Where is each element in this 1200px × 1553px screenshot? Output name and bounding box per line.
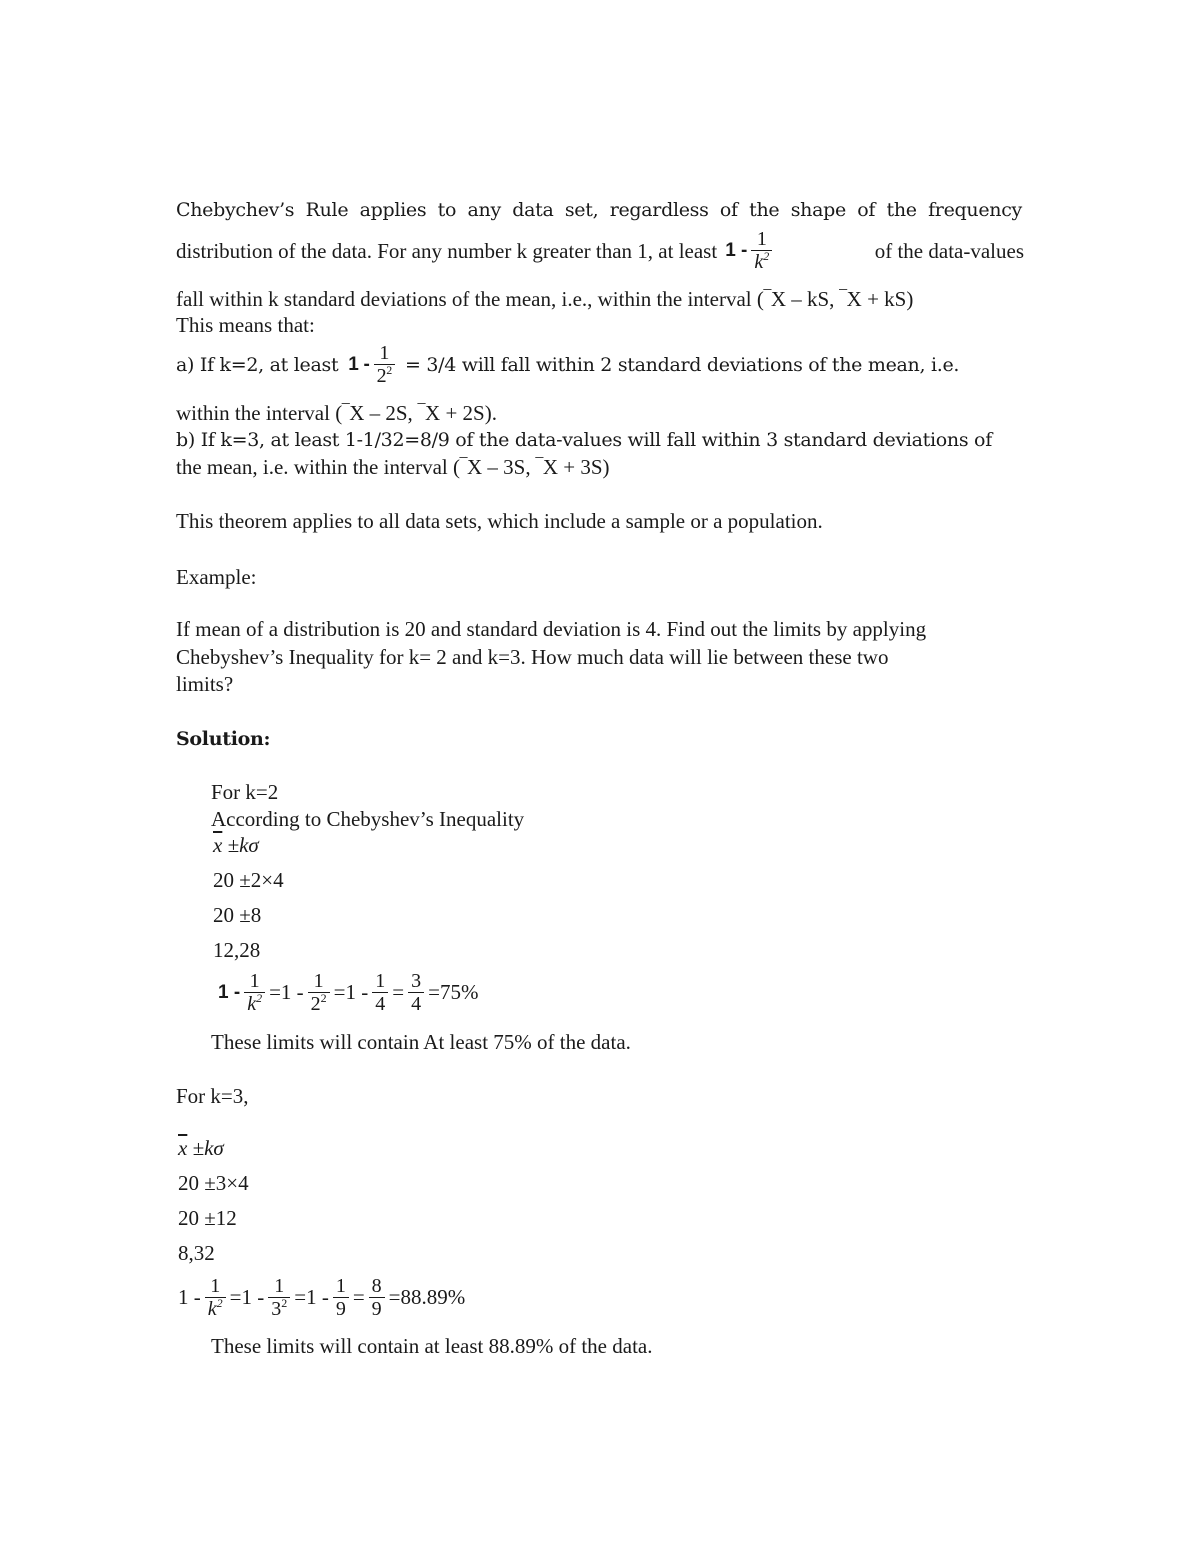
intro-line-2-text-a: distribution of the data. For any number k greater than 1, at least [176,238,718,263]
k2-frac-1-den [244,992,265,1015]
k3-calc-2: 20 ±12 [178,1206,237,1230]
k2-formula-rest: ±kσ [227,833,259,857]
intro-line-1-word: of [719,199,738,221]
intro-line-3: fall within k standard deviations of the mean, i.e., within the interval (‾X – kS, ‾X + kS) [176,287,914,311]
k3-frac-3-num: 1 [335,1275,346,1297]
intro-line-1-word: regardless [609,199,709,221]
item-a-one-minus: 1 - [348,353,370,375]
k2-frac-2-den [308,992,330,1015]
example-label: Example: [176,565,257,589]
intro-one-minus: 1 - [725,239,748,261]
k2-frac-4 [408,970,424,1015]
k2-heading: For k=2 [211,780,279,804]
k3-frac-1 [205,1275,226,1320]
k3-frac-4 [369,1275,385,1320]
k3-frac-2-den-base: 3 [271,1298,282,1320]
k2-calc-1: 20 ±2×4 [213,868,284,892]
k3-conclusion: These limits will contain at least 88.89% of the data. [211,1334,653,1358]
k2-frac-3-num: 1 [375,970,386,992]
k2-calc-2: 20 ±8 [213,903,262,927]
example-line-3: limits? [176,672,234,696]
k3-formula-xbar: $\overline{x}$ [178,1136,188,1160]
k2-frac-3 [372,970,388,1015]
k3-calc-1: 20 ±3×4 [178,1171,249,1195]
intro-line-1-word: set, [564,199,599,221]
item-a-den-base: 2 [376,365,387,387]
k3-frac-3 [333,1275,349,1320]
k2-eq-2: =1 - [269,980,304,1004]
k2-equation [218,970,478,1015]
item-b-line-1: b) If k=3, at least 1-1/32=8/9 of the data-values will fall within 3 standard deviations of [176,429,992,451]
k3-formula-rest: ±kσ [192,1136,224,1160]
k2-one-minus: 1 - [218,981,241,1003]
k3-formula [178,1136,224,1160]
intro-fraction-den-base: k [754,251,764,273]
intro-line-1-word: data [512,199,554,221]
item-a-line-2: within the interval (‾X – 2S, ‾X + 2S). [176,401,497,425]
intro-fraction-numerator: 1 [756,228,767,250]
k3-frac-1-den-sup: 2 [216,1296,223,1310]
k3-one-minus: 1 - [178,1285,201,1309]
solution-label: Solution: [176,728,271,750]
intro-line-1 [176,198,1022,222]
k2-eq-3: =1 - [333,980,369,1004]
k2-frac-1-den-sup: 2 [256,991,263,1005]
intro-line-2-text-b: of the data-values [874,238,1024,263]
k2-frac-4-den: 4 [408,992,424,1015]
k2-frac-1-num: 1 [249,970,260,992]
item-a-line-1 [176,342,1024,387]
k2-frac-2-den-sup: 2 [320,991,327,1005]
k3-frac-2-num: 1 [274,1275,285,1297]
theorem-statement: This theorem applies to all data sets, which include a sample or a population. [176,509,823,533]
k2-frac-2-den-base: 2 [310,993,321,1015]
k2-frac-3-den: 4 [372,992,388,1015]
item-a-fraction [374,342,395,387]
k2-frac-2 [308,970,330,1015]
k2-according: According to Chebyshev’s Inequality [211,807,525,831]
intro-line-1-word: to [437,199,457,221]
k2-formula [213,833,259,857]
intro-line-1-word: Chebychev’s [176,199,295,221]
intro-line-1-word: applies [359,199,427,221]
k3-frac-4-den: 9 [369,1297,385,1320]
intro-line-2 [176,228,1024,273]
intro-fraction [751,228,772,273]
example-line-1: If mean of a distribution is 20 and standard deviation is 4. Find out the limits by applying [176,617,927,641]
k3-frac-3-den: 9 [333,1297,349,1320]
item-a-den-sup: 2 [386,363,392,377]
intro-line-1-word: frequency [928,199,1022,221]
k2-frac-2-num: 1 [313,970,324,992]
intro-line-4: This means that: [176,313,315,337]
k3-eq-2: =1 - [229,1285,265,1309]
item-a-suffix: = 3/4 will fall within 2 standard deviations of the mean, i.e. [404,353,960,376]
k3-frac-2-den-sup: 2 [281,1296,288,1310]
k3-frac-4-num: 8 [371,1275,382,1297]
item-a-prefix: a) If k=2, at least [176,353,339,376]
intro-fraction-den-sup: 2 [763,249,770,263]
k3-equation [178,1275,465,1320]
intro-line-1-word: Rule [305,199,349,221]
example-line-2: Chebyshev’s Inequality for k= 2 and k=3. How much data will lie between these two [176,645,889,669]
k2-formula-xbar: $\overline{x}$ [213,833,223,857]
k3-frac-2-den [268,1297,290,1320]
item-a-fraction-denominator [374,364,395,387]
k2-calc-3: 12,28 [213,938,261,962]
intro-line-1-word: of [857,199,876,221]
k2-frac-4-num: 3 [411,970,422,992]
k3-frac-2 [268,1275,290,1320]
k3-eq-4: = [352,1285,365,1309]
k2-frac-1-den-base: k [247,993,257,1015]
k2-frac-1 [244,970,265,1015]
k2-result: =75% [428,980,479,1004]
k3-calc-3: 8,32 [178,1241,215,1265]
intro-line-1-word: any [467,199,501,221]
item-b-line-2: the mean, i.e. within the interval (‾X – 3S, ‾X + 3S) [176,455,610,479]
intro-line-1-word: shape [790,199,846,221]
k2-eq-4: = [392,980,405,1004]
k2-conclusion: These limits will contain At least 75% of the data. [211,1030,631,1054]
item-a-fraction-numerator: 1 [379,342,390,364]
k3-result: =88.89% [388,1285,466,1309]
intro-line-1-word: the [749,199,780,221]
k3-frac-1-den [205,1297,226,1320]
intro-line-1-word: the [886,199,917,221]
k3-eq-3: =1 - [294,1285,329,1309]
intro-fraction-denominator [751,250,772,273]
k3-heading: For k=3, [176,1084,249,1108]
k3-frac-1-den-base: k [207,1298,217,1320]
k3-frac-1-num: 1 [210,1275,221,1297]
